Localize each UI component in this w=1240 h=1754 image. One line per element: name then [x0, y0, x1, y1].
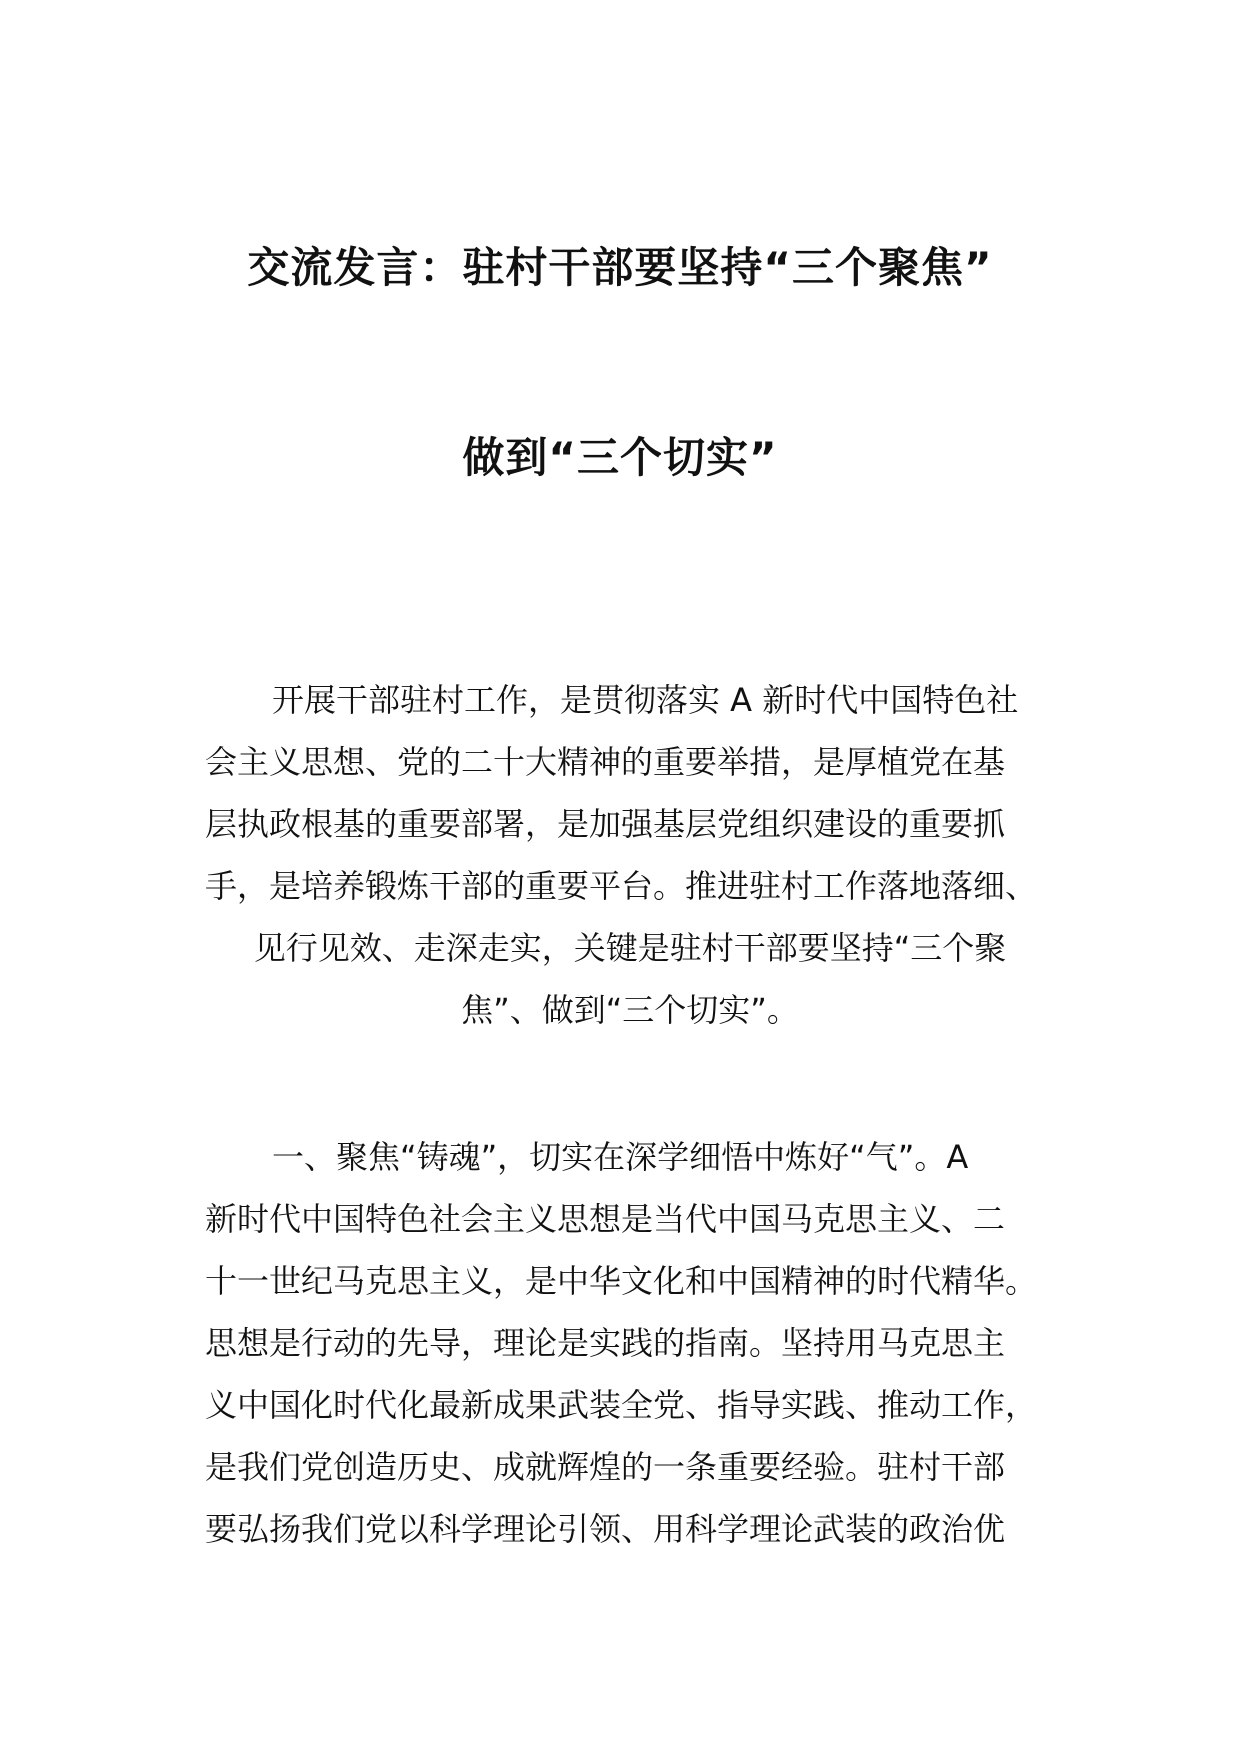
paragraph-line: 新时代中国特色社会主义思想是当代中国马克思主义、二 — [205, 1200, 1006, 1238]
paragraph-line: 思想是行动的先导，理论是实践的指南。坚持用马克思主 — [205, 1324, 1006, 1362]
paragraph-line: 手，是培养锻炼干部的重要平台。推进驻村工作落地落细、 — [205, 867, 1038, 905]
paragraph-line: 十一世纪马克思主义，是中华文化和中国精神的时代精华。 — [205, 1262, 1038, 1300]
paragraph-line: 焦”、做到“三个切实”。 — [461, 991, 799, 1029]
document-title-line-1: 交流发言：驻村干部要坚持“三个聚焦” — [247, 243, 993, 292]
paragraph-line: 开展干部驻村工作，是贯彻落实 A 新时代中国特色社 — [272, 681, 1019, 719]
paragraph-intro — [205, 669, 1055, 1041]
paragraph-line: 层执政根基的重要部署，是加强基层党组织建设的重要抓 — [205, 805, 1006, 843]
document-title-line-2: 做到“三个切实” — [462, 433, 778, 482]
paragraph-line: 一、聚焦“铸魂”，切实在深学细悟中炼好“气”。A — [272, 1138, 969, 1176]
paragraph-line: 义中国化时代化最新成果武装全党、指导实践、推动工作， — [205, 1386, 1038, 1424]
paragraph-line: 见行见效、走深走实，关键是驻村干部要坚持“三个聚 — [253, 929, 1007, 967]
paragraph-line: 要弘扬我们党以科学理论引领、用科学理论武装的政治优 — [205, 1510, 1006, 1548]
paragraph-line: 会主义思想、党的二十大精神的重要举措，是厚植党在基 — [205, 743, 1006, 781]
paragraph-section-one — [205, 1126, 1055, 1560]
paragraph-line: 是我们党创造历史、成就辉煌的一条重要经验。驻村干部 — [205, 1448, 1006, 1486]
